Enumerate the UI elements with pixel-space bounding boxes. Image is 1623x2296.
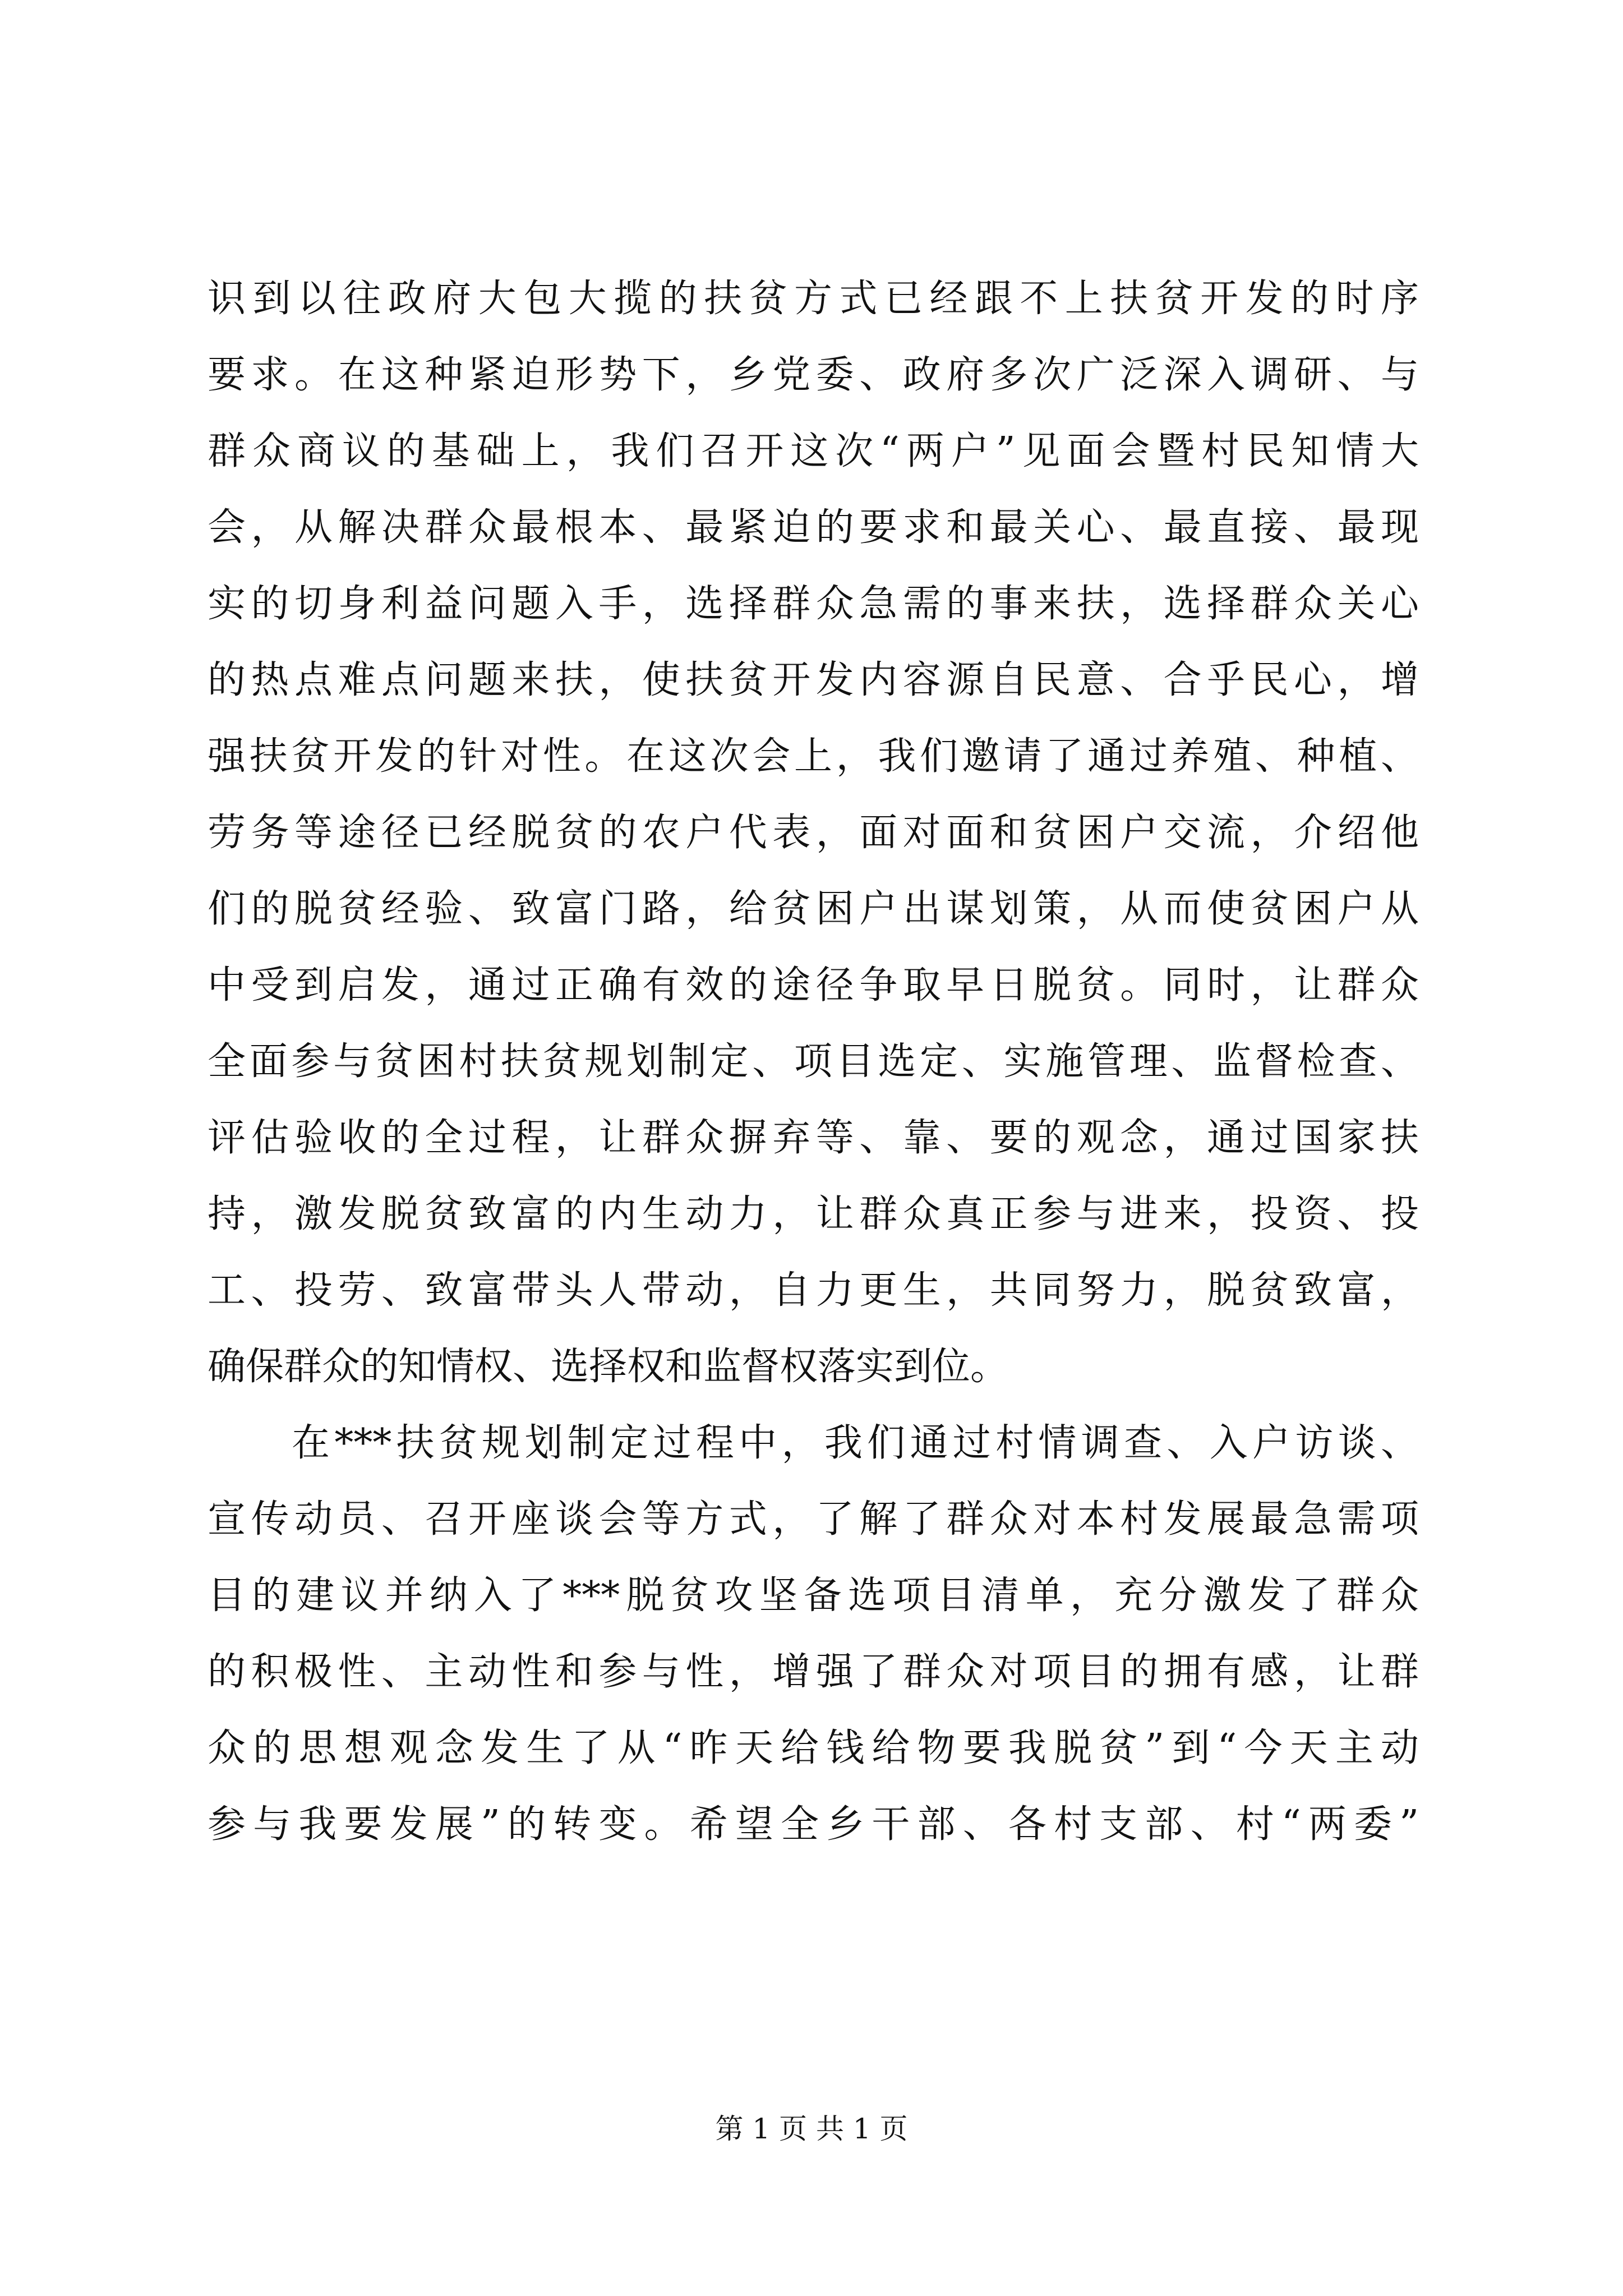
text-line: 中受到启发，通过正确有效的途径争取早日脱贫。同时，让群众 [208,963,1419,1007]
text-line: 确保群众的知情权、选择权和监督权落实到位。 [208,1345,1009,1389]
text-line: 识到以往政府大包大揽的扶贫方式已经跟不上扶贫开发的时序 [208,277,1419,321]
text-line: 众的思想观念发生了从“昨天给钱给物要我脱贫”到“今天主动 [208,1726,1419,1770]
text-line: 群众商议的基础上，我们召开这次“两户”见面会暨村民知情大 [208,429,1419,473]
text-line: 会，从解决群众最根本、最紧迫的要求和最关心、最直接、最现 [208,505,1419,550]
text-line: 目的建议并纳入了***脱贫攻坚备选项目清单，充分激发了群众 [208,1573,1419,1618]
text-line: 的积极性、主动性和参与性，增强了群众对项目的拥有感，让群 [208,1650,1419,1694]
text-line: 强扶贫开发的针对性。在这次会上，我们邀请了通过养殖、种植、 [208,734,1419,779]
text-line: 劳务等途径已经脱贫的农户代表，面对面和贫困户交流，介绍他 [208,811,1419,855]
text-line: 工、投劳、致富带头人带动，自力更生，共同努力，脱贫致富， [208,1268,1419,1313]
text-line: 实的切身利益问题入手，选择群众急需的事来扶，选择群众关心 [208,582,1419,626]
body-text [208,261,1419,1863]
text-line: 评估验收的全过程，让群众摒弃等、靠、要的观念，通过国家扶 [208,1116,1419,1160]
text-line: 在***扶贫规划制定过程中，我们通过村情调查、入户访谈、 [292,1421,1419,1465]
text-line: 的热点难点问题来扶，使扶贫开发内容源自民意、合乎民心，增 [208,658,1419,702]
text-line: 参与我要发展”的转变。希望全乡干部、各村支部、村“两委” [208,1802,1419,1847]
text-line: 宣传动员、召开座谈会等方式，了解了群众对本村发展最急需项 [208,1497,1419,1542]
text-line: 持，激发脱贫致富的内生动力，让群众真正参与进来，投资、投 [208,1192,1419,1236]
text-line: 要求。在这种紧迫形势下，乡党委、政府多次广泛深入调研、与 [208,353,1419,397]
text-line: 全面参与贫困村扶贫规划制定、项目选定、实施管理、监督检查、 [208,1039,1419,1084]
page-footer: 第 1 页 共 1 页 [715,2113,908,2145]
text-line: 们的脱贫经验、致富门路，给贫困户出谋划策，从而使贫困户从 [208,887,1419,931]
